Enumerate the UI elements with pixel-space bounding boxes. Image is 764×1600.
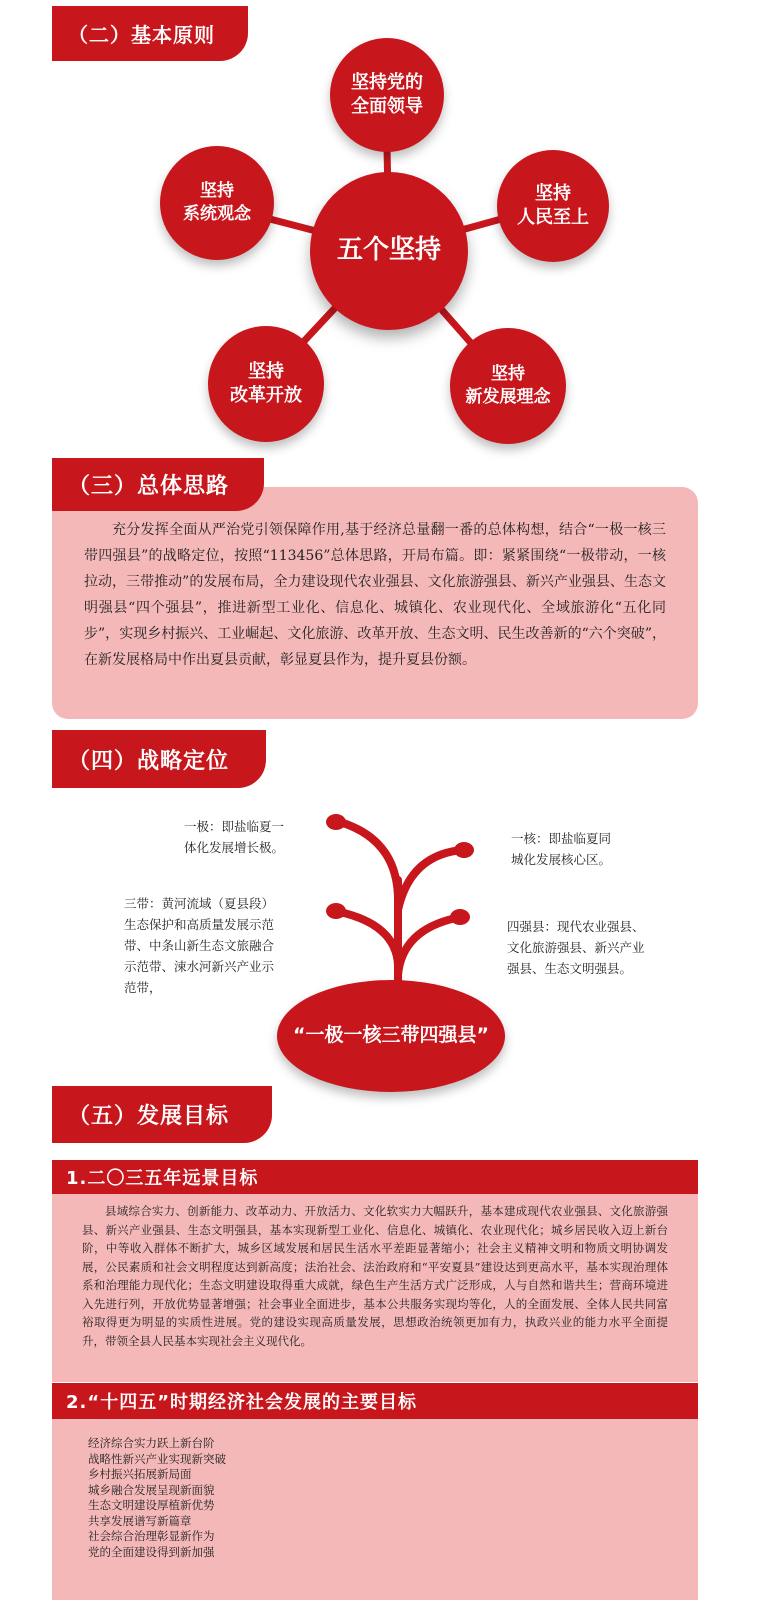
goal2-item: 乡村振兴拓展新局面 — [88, 1467, 192, 1481]
goal1-box — [52, 1194, 698, 1382]
goal2-title: 2.“十四五”时期经济社会发展的主要目标 — [66, 1392, 418, 1413]
tree-branch-lower-right — [398, 918, 456, 975]
section5-title — [52, 1086, 272, 1143]
principle-node-reform-opening — [208, 326, 324, 442]
note-siqiang — [507, 916, 645, 979]
node-line2: 人民至上 — [517, 207, 589, 228]
section4-title-text: （四）战略定位 — [68, 748, 230, 774]
principle-node-party-leadership — [330, 38, 444, 152]
node-line1: 坚持 — [535, 182, 571, 204]
goal2-title-bar — [52, 1383, 698, 1419]
note-line: 生态保护和高质量发展示范 — [124, 917, 275, 932]
section3-title — [52, 458, 264, 511]
note-line: 范带， — [124, 980, 162, 995]
principle-node-system-view — [160, 146, 274, 260]
goal2-box — [52, 1419, 698, 1600]
goal2-item: 战略性新兴产业实现新突破 — [88, 1451, 226, 1466]
section5-title-text: （五）发展目标 — [68, 1104, 230, 1129]
tree-leaf-3 — [326, 903, 346, 919]
goal2-item: 社会综合治理彰显新作为 — [88, 1529, 215, 1543]
note-line: 三带：黄河流域（夏县段） — [124, 896, 275, 911]
node-line1: 坚持 — [200, 181, 234, 202]
note-line: 带、中条山新生态文旅融合 — [124, 938, 275, 953]
note-line: 一极：即盐临夏一 — [184, 819, 285, 834]
strategy-center-ellipse — [277, 980, 505, 1092]
tree-leaf-4 — [450, 909, 470, 925]
node-line2: 系统观念 — [183, 204, 251, 224]
center-label: 五个坚持 — [336, 235, 441, 266]
overall-approach-paragraph: 充分发挥全面从严治党引领保障作用,基于经济总量翻一番的总体构想，结合“一极一核三带四强县”的战略定位，按照“113456”总体思路，开局布篇。即：紧紧围绕“一极带动，一核拉动，三带推动”的发展布局，全力建设现代农业强县、文化旅游强县、新兴产业强县、生态文明强县“四个强县”，推进新型工业化、信息化、城镇化、农业现代化、全域旅游化“五化同步”，实现乡村振兴、工业崛起、文化旅游、改革开放、生态文明、民生改善新的“六个突破”，在新发展格局中作出夏县贡献，彰显夏县作为，提升夏县份额。 — [84, 522, 666, 668]
note-line: 城化发展核心区。 — [511, 852, 612, 867]
goal1-paragraph: 县域综合实力、创新能力、改革动力、开放活力、文化软实力大幅跃升，基本建成现代农业强县、文化旅游强县、新兴产业强县、生态文明强县，基本实现新型工业化、信息化、城镇化、农业现代化；城乡居民收入迈上新台阶，中等收入群体不断扩大，城乡区域发展和居民生活水平差距显著缩小；社会主义精神文明和物质文明协调发展，公民素质和社会文明程度达到新高度；法治社会、法治政府和“平安夏县”建设达到更高水平，基本实现治理体系和治理能力现代化；生态文明建设取得重大成就，绿色生产生活方式广泛形成，人与自然和谐共生；营商环境进入先进行列，开放优势显著增强；社会事业全面进步，基本公共服务实现均等化，人的全面发展、全体人民共同富裕取得更为明显的实质性进展。党的建设实现高质量发展，思想政治统领更加有力，执政兴业的能力水平全面提升，带领全县人民基本实现社会主义现代化。 — [82, 1204, 668, 1348]
tree-branch-lower-left — [340, 912, 398, 965]
note-line: 四强县：现代农业强县、 — [507, 919, 645, 934]
goal2-item: 经济综合实力跃上新台阶 — [88, 1436, 215, 1450]
principle-center — [310, 172, 468, 330]
note-yiji — [184, 816, 284, 858]
note-sandai — [124, 893, 274, 998]
section3-title-text: （三）总体思路 — [68, 474, 230, 499]
node-line1: 坚持 — [248, 360, 284, 382]
overall-approach-box — [52, 487, 698, 719]
note-line: 示范带、涑水河新兴产业示 — [124, 959, 275, 974]
note-yihe — [511, 828, 611, 870]
goal2-item: 党的全面建设得到新加强 — [88, 1544, 215, 1559]
tree-branch-upper-right — [398, 850, 462, 910]
section2-title-text: （二）基本原则 — [68, 23, 215, 47]
note-line: 体化发展增长极。 — [184, 840, 285, 855]
node-line2: 新发展理念 — [465, 387, 551, 407]
note-line: 强县、生态文明强县。 — [507, 961, 633, 976]
goal2-item: 生态文明建设厚植新优势 — [88, 1498, 215, 1512]
principle-node-new-development — [450, 328, 566, 444]
node-line1: 坚持 — [491, 364, 525, 385]
goal2-item: 共享发展谱写新篇章 — [88, 1513, 192, 1528]
node-line2: 全面领导 — [351, 96, 423, 117]
note-line: 文化旅游强县、新兴产业 — [507, 940, 645, 955]
note-line: 一核：即盐临夏同 — [511, 831, 612, 846]
node-line1: 坚持党的 — [351, 71, 423, 93]
goal1-title-bar — [52, 1160, 698, 1194]
tree-leaf-1 — [326, 814, 346, 830]
tree-leaf-2 — [454, 842, 474, 858]
node-line2: 改革开放 — [230, 385, 302, 406]
strategy-center-label: “一极一核三带四强县” — [293, 1024, 489, 1047]
principle-node-people-first — [497, 150, 609, 262]
tree-branch-upper-left — [340, 822, 398, 900]
goal2-item: 城乡融合发展呈现新面貌 — [88, 1482, 215, 1497]
goal1-title: 1.二〇三五年远景目标 — [66, 1168, 259, 1189]
